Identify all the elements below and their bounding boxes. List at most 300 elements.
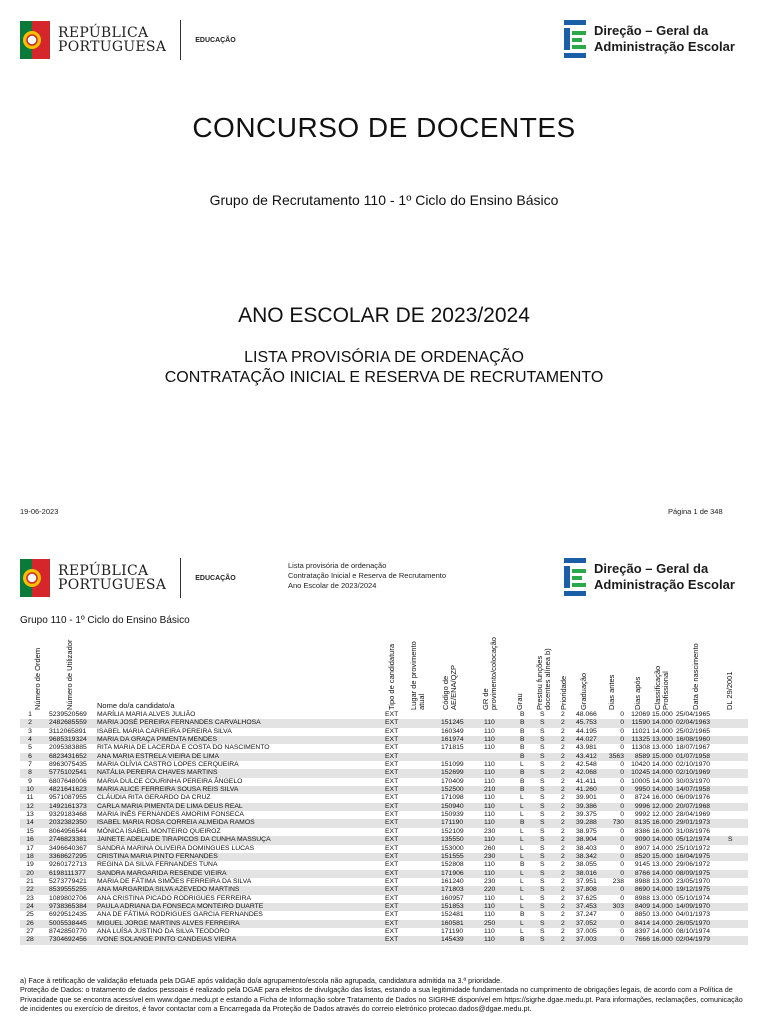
row-dias-antes: 0 (620, 911, 624, 919)
row-candidate-name: ISABEL MARIA CARREIRA PEREIRA SILVA (97, 727, 232, 735)
row-user-id: 5005538445 (49, 919, 87, 927)
table-group-title: Grupo 110 - 1º Ciclo do Ensino Básico (20, 615, 190, 626)
row-dias-antes: 0 (620, 811, 624, 819)
row-gr: 110 (484, 894, 495, 902)
table-row (20, 928, 748, 936)
row-gr: 110 (484, 869, 495, 877)
row-dias-antes: 730 (612, 819, 624, 827)
row-data-nascimento: 29/06/1972 (676, 861, 711, 869)
row-gr: 110 (484, 802, 495, 810)
educacao-label: EDUCAÇÃO (195, 574, 236, 582)
row-prestou: S (540, 777, 545, 785)
row-dias-apos: 8690 (634, 886, 650, 894)
row-candidate-name: MARIA DULCE COURINHA PEREIRA ÂNGELO (97, 777, 243, 785)
row-tipo: EXT (385, 936, 399, 944)
row-dias-apos: 8414 (634, 919, 650, 927)
row-prestou: S (540, 852, 545, 860)
table-row (20, 853, 748, 861)
row-graduacao: 38.975 (576, 827, 597, 835)
row-prioridade: 2 (561, 927, 565, 935)
row-number: 8 (28, 769, 32, 777)
row-codigo: 151555 (441, 852, 464, 860)
row-dias-antes: 0 (620, 777, 624, 785)
row-graduacao: 43.412 (576, 752, 597, 760)
row-data-nascimento: 05/10/1974 (676, 894, 711, 902)
row-dias-antes: 0 (620, 719, 624, 727)
republica-portuguesa-logo-p2 (20, 558, 236, 598)
dgae-line1: Direção – Geral da (594, 561, 709, 576)
row-codigo: 170409 (441, 777, 464, 785)
row-number: 26 (26, 919, 34, 927)
row-dias-antes: 0 (620, 711, 624, 718)
row-tipo: EXT (385, 794, 399, 802)
row-codigo: 152699 (441, 769, 464, 777)
row-gr: 110 (484, 811, 495, 819)
row-gr: 110 (484, 777, 495, 785)
row-codigo: 150940 (441, 802, 464, 810)
row-candidate-name: MARIA ALICE FERREIRA SOUSA REIS SILVA (97, 786, 239, 794)
row-codigo: 171803 (441, 886, 464, 894)
table-row (20, 819, 748, 827)
row-data-nascimento: 08/10/1974 (676, 927, 711, 935)
row-prioridade: 2 (561, 836, 565, 844)
row-candidate-name: ANA DE FÁTIMA RODRIGUES GARCIA FERNANDES (97, 911, 263, 919)
row-graduacao: 44.195 (576, 727, 597, 735)
row-tipo: EXT (385, 886, 399, 894)
row-prestou: S (540, 936, 545, 944)
row-dias-apos: 9992 (634, 811, 650, 819)
dgae-line2: Administração Escolar (594, 577, 735, 592)
row-classificacao: 14.000 (652, 761, 673, 769)
table-row (20, 744, 748, 752)
row-dias-apos: 9090 (634, 836, 650, 844)
row-dias-antes: 0 (620, 802, 624, 810)
row-codigo: 145439 (441, 936, 464, 944)
row-codigo: 161240 (441, 877, 464, 885)
row-dias-apos: 11308 (631, 744, 650, 752)
row-candidate-name: MIGUEL JORGE MARTINS ALVES FERREIRA (97, 919, 240, 927)
logo-divider (180, 20, 181, 60)
republica-portuguesa-logo (20, 20, 236, 60)
row-candidate-name: NATÁLIA PEREIRA CHAVES MARTINS (97, 769, 218, 777)
row-prioridade: 2 (561, 827, 565, 835)
row-data-nascimento: 16/04/1975 (676, 852, 711, 860)
group-title: Grupo de Recrutamento 110 - 1º Ciclo do Ensino Básico (209, 192, 559, 208)
row-tipo: EXT (385, 861, 399, 869)
row-tipo: EXT (385, 869, 399, 877)
row-dias-antes: 0 (620, 936, 624, 944)
row-prioridade: 2 (561, 761, 565, 769)
row-dias-antes: 238 (612, 877, 624, 885)
row-data-nascimento: 02/04/1963 (676, 719, 711, 727)
row-dl: S (728, 836, 733, 844)
row-dias-antes: 0 (620, 794, 624, 802)
row-classificacao: 14.000 (652, 902, 673, 910)
row-candidate-name: ANA MARIA ESTRELA VIEIRA DE LIMA (97, 752, 220, 760)
list-title (0, 348, 768, 388)
row-grau: L (520, 919, 524, 927)
dgae-mark-icon (564, 558, 586, 596)
table-row (20, 911, 748, 919)
row-tipo: EXT (385, 744, 399, 752)
row-grau: L (520, 844, 524, 852)
table-row (20, 895, 748, 903)
row-candidate-name: ANA LUÍSA JUSTINO DA SILVA TEODORO (97, 927, 230, 935)
row-prestou: S (540, 911, 545, 919)
row-classificacao: 14.000 (652, 769, 673, 777)
row-grau: B (520, 819, 525, 827)
row-prestou: S (540, 769, 545, 777)
row-classificacao: 15.000 (652, 752, 673, 760)
row-candidate-name: MARIA JOSÉ PEREIRA FERNANDES CARVALHOSA (97, 719, 261, 727)
row-graduacao: 37.453 (576, 902, 597, 910)
row-dias-antes: 0 (620, 727, 624, 735)
row-graduacao: 38.904 (576, 836, 597, 844)
row-prestou: S (540, 752, 545, 760)
row-gr: 110 (484, 927, 495, 935)
row-prioridade: 2 (561, 811, 565, 819)
row-data-nascimento: 02/04/1979 (676, 936, 711, 944)
row-dias-apos: 8589 (634, 752, 650, 760)
row-number: 3 (28, 727, 32, 735)
row-data-nascimento: 26/05/1970 (676, 919, 711, 927)
row-codigo: 152808 (441, 861, 464, 869)
row-codigo: 171906 (441, 869, 464, 877)
row-user-id: 9260172713 (49, 861, 87, 869)
row-candidate-name: MARÍLIA MARIA ALVES JULIÃO (97, 711, 196, 718)
row-gr: 110 (484, 819, 495, 827)
row-tipo: EXT (385, 819, 399, 827)
row-prestou: S (540, 711, 545, 718)
rp-line2: PORTUGUESA (58, 577, 167, 593)
row-classificacao: 16.000 (652, 819, 673, 827)
row-data-nascimento: 04/01/1973 (676, 911, 711, 919)
row-prioridade: 2 (561, 844, 565, 852)
table-row (20, 836, 748, 844)
row-tipo: EXT (385, 761, 399, 769)
row-classificacao: 15.000 (652, 711, 673, 718)
row-prioridade: 2 (561, 819, 565, 827)
row-dias-apos: 8724 (634, 794, 650, 802)
row-data-nascimento: 19/12/1975 (676, 886, 711, 894)
row-tipo: EXT (385, 877, 399, 885)
row-graduacao: 39.375 (576, 811, 597, 819)
row-grau: B (520, 736, 525, 744)
row-candidate-name: MARIA DA GRAÇA PIMENTA MENDES (97, 736, 217, 744)
row-dias-antes: 0 (620, 919, 624, 927)
row-grau: B (520, 861, 525, 869)
row-tipo: EXT (385, 911, 399, 919)
row-dias-apos: 8988 (634, 894, 650, 902)
dgae-logo (564, 20, 735, 58)
row-classificacao: 13.000 (652, 861, 673, 869)
table-row (20, 878, 748, 886)
row-candidate-name: SANDRA MARINA OLIVEIRA DOMINGUES LUCAS (97, 844, 255, 852)
row-number: 16 (26, 836, 34, 844)
row-number: 21 (26, 877, 34, 885)
row-data-nascimento: 30/03/1970 (676, 777, 711, 785)
dgae-line2: Administração Escolar (594, 39, 735, 54)
row-graduacao: 37.625 (576, 894, 597, 902)
row-dias-antes: 0 (620, 744, 624, 752)
row-tipo: EXT (385, 827, 399, 835)
row-user-id: 5239520569 (49, 711, 87, 718)
row-gr: 230 (484, 877, 496, 885)
row-prestou: S (540, 744, 545, 752)
row-user-id: 8742850770 (49, 927, 87, 935)
row-candidate-name: RITA MARIA DE LACERDA E COSTA DO NASCIMENTO (97, 744, 270, 752)
row-codigo: 171190 (441, 819, 464, 827)
row-prioridade: 2 (561, 852, 565, 860)
row-codigo: 151245 (441, 719, 464, 727)
row-tipo: EXT (385, 802, 399, 810)
row-gr: 210 (484, 786, 496, 794)
row-dias-antes: 0 (620, 836, 624, 844)
row-graduacao: 39.386 (576, 802, 597, 810)
row-user-id: 8539555255 (49, 886, 87, 894)
row-dias-antes: 0 (620, 844, 624, 852)
row-candidate-name: CLÁUDIA RITA GERARDO DA CRUZ (97, 794, 211, 802)
row-user-id: 6807648006 (49, 777, 87, 785)
row-data-nascimento: 25/02/1965 (676, 727, 711, 735)
table-row (20, 936, 748, 944)
row-number: 13 (26, 811, 34, 819)
row-grau: L (520, 927, 524, 935)
row-prestou: S (540, 761, 545, 769)
row-codigo: 152481 (441, 911, 464, 919)
table-row (20, 845, 748, 853)
row-data-nascimento: 16/08/1960 (676, 736, 711, 744)
table-row (20, 803, 748, 811)
row-graduacao: 38.403 (576, 844, 597, 852)
row-classificacao: 13.000 (652, 894, 673, 902)
row-graduacao: 38.016 (576, 869, 597, 877)
row-tipo: EXT (385, 736, 399, 744)
row-prestou: S (540, 827, 545, 835)
rp-line1: REPÚBLICA (58, 25, 149, 41)
row-dias-antes: 303 (612, 902, 624, 910)
row-codigo: 171815 (441, 744, 464, 752)
list-title-line1: LISTA PROVISÓRIA DE ORDENAÇÃO (244, 349, 524, 366)
table-row (20, 753, 748, 761)
row-data-nascimento: 18/07/1967 (676, 744, 711, 752)
row-graduacao: 37.808 (576, 886, 597, 894)
row-number: 12 (26, 802, 34, 810)
row-grau: B (520, 769, 525, 777)
row-codigo: 150939 (441, 811, 464, 819)
row-user-id: 9738365384 (49, 902, 87, 910)
row-dias-antes: 0 (620, 861, 624, 869)
footnotes (20, 976, 750, 1014)
row-user-id: 2095383885 (49, 744, 87, 752)
row-prestou: S (540, 727, 545, 735)
row-data-nascimento: 29/01/1973 (676, 819, 711, 827)
row-number: 19 (26, 861, 34, 869)
table-row (20, 828, 748, 836)
table-row (20, 861, 748, 869)
row-gr: 220 (484, 886, 496, 894)
coat-of-arms-icon (20, 21, 50, 59)
row-prioridade: 2 (561, 886, 565, 894)
row-dias-apos: 10005 (631, 777, 650, 785)
row-prioridade: 2 (561, 877, 565, 885)
row-dias-apos: 7666 (634, 936, 650, 944)
row-dias-apos: 10245 (631, 769, 650, 777)
row-data-nascimento: 25/10/1972 (676, 844, 711, 852)
row-graduacao: 41.411 (576, 777, 597, 785)
privacy-note: Proteção de Dados: o tratamento de dados pessoais é realizado pela DGAE para efeitos de divulgação das listas, estando a sua legitimidade fundamentada no cumprimento de obrigações legais, de acordo com a Política de Privacidade que se encontra acessível em www.dgae.medu.pt e estando a Ficha de Informação sobre Tratamento de Dados no SIGRHE disponível em https://sigrhe.dgae.medu.pt. Para informações, reclamações, comunicação de incidentes ou exercício de direitos, é favor contactar com a Encarregada da Proteção de Dados através do correio eletrónico protecao.dados@dgae.medu.pt. (20, 985, 743, 1014)
row-dias-apos: 8135 (634, 819, 650, 827)
row-dias-apos: 8988 (634, 877, 650, 885)
row-gr: 250 (484, 919, 496, 927)
main-title: CONCURSO DE DOCENTES (192, 112, 576, 143)
row-candidate-name: ANA CRISTINA PICADO RODRIGUES FERREIRA (97, 894, 252, 902)
row-prioridade: 2 (561, 869, 565, 877)
row-prestou: S (540, 877, 545, 885)
row-dias-apos: 8386 (634, 827, 650, 835)
row-grau: L (520, 811, 524, 819)
row-tipo: EXT (385, 902, 399, 910)
row-graduacao: 37.052 (576, 919, 597, 927)
row-classificacao: 14.000 (652, 719, 673, 727)
row-graduacao: 45.753 (576, 719, 597, 727)
row-dias-apos: 11590 (631, 719, 650, 727)
row-prestou: S (540, 902, 545, 910)
row-grau: L (520, 836, 524, 844)
row-classificacao: 16.000 (652, 827, 673, 835)
row-grau: L (520, 894, 524, 902)
row-prestou: S (540, 836, 545, 844)
row-dias-apos: 11021 (631, 727, 650, 735)
row-data-nascimento: 02/10/1970 (676, 761, 711, 769)
row-graduacao: 38.342 (576, 852, 597, 860)
row-prestou: S (540, 844, 545, 852)
row-prestou: S (540, 894, 545, 902)
row-graduacao: 48.066 (576, 711, 597, 718)
row-classificacao: 16.000 (652, 794, 673, 802)
row-dias-antes: 0 (620, 869, 624, 877)
row-codigo: 160957 (441, 894, 464, 902)
row-gr: 110 (484, 736, 495, 744)
row-data-nascimento: 08/09/1975 (676, 869, 711, 877)
row-gr: 110 (484, 794, 495, 802)
row-number: 10 (26, 786, 34, 794)
row-classificacao: 14.000 (652, 786, 673, 794)
row-user-id: 9571087955 (49, 794, 87, 802)
row-user-id: 2746823381 (49, 836, 87, 844)
row-number: 6 (28, 752, 32, 760)
row-grau: B (520, 744, 525, 752)
row-data-nascimento: 20/07/1968 (676, 802, 711, 810)
row-dias-apos: 8520 (634, 852, 650, 860)
row-dias-antes: 0 (620, 927, 624, 935)
row-data-nascimento: 14/07/1958 (676, 786, 711, 794)
row-candidate-name: MARIA DE FÁTIMA SIMÕES FERREIRA DA SILVA (97, 877, 252, 885)
row-grau: L (520, 802, 524, 810)
row-prestou: S (540, 869, 545, 877)
row-user-id: 1089802706 (49, 894, 87, 902)
row-data-nascimento: 01/07/1958 (676, 752, 711, 760)
row-data-nascimento: 25/04/1965 (676, 711, 711, 718)
row-number: 15 (26, 827, 34, 835)
candidates-table (20, 711, 748, 945)
table-row (20, 736, 748, 744)
row-tipo: EXT (385, 711, 399, 718)
row-codigo: 151099 (441, 761, 464, 769)
row-number: 4 (28, 736, 32, 744)
row-data-nascimento: 06/09/1976 (676, 794, 711, 802)
row-prioridade: 2 (561, 769, 565, 777)
table-row (20, 886, 748, 894)
row-classificacao: 14.000 (652, 919, 673, 927)
row-candidate-name: SANDRA MARGARIDA RESENDE VIEIRA (97, 869, 227, 877)
row-dias-apos: 8409 (634, 902, 650, 910)
row-prioridade: 2 (561, 727, 565, 735)
year-title: ANO ESCOLAR DE 2023/2024 (238, 304, 530, 327)
row-tipo: EXT (385, 752, 399, 760)
row-grau: B (520, 752, 525, 760)
row-prioridade: 2 (561, 911, 565, 919)
row-dias-apos: 8907 (634, 844, 650, 852)
rp-line2: PORTUGUESA (58, 39, 167, 55)
row-codigo: 151853 (441, 902, 464, 910)
row-dias-apos: 8397 (634, 927, 650, 935)
table-row (20, 778, 748, 786)
table-row (20, 769, 748, 777)
row-candidate-name: REGINA DA SILVA FERNANDES TUNA (97, 861, 218, 869)
page-number: Página 1 de 348 (668, 507, 723, 516)
row-data-nascimento: 14/09/1970 (676, 902, 711, 910)
row-number: 11 (26, 794, 34, 802)
row-dias-apos: 8850 (634, 911, 650, 919)
row-candidate-name: IVONE SOLANGE PINTO CANDEIAS VIEIRA (97, 936, 237, 944)
row-user-id: 9685319324 (49, 736, 87, 744)
table-row (20, 719, 748, 727)
row-codigo: 171098 (441, 794, 464, 802)
row-tipo: EXT (385, 769, 399, 777)
row-tipo: EXT (385, 719, 399, 727)
row-number: 20 (26, 869, 34, 877)
row-user-id: 9329183468 (49, 811, 87, 819)
coat-of-arms-icon (20, 559, 50, 597)
table-row (20, 811, 748, 819)
row-number: 14 (26, 819, 34, 827)
row-prioridade: 2 (561, 794, 565, 802)
row-gr: 110 (484, 719, 495, 727)
row-graduacao: 43.981 (576, 744, 597, 752)
row-user-id: 4821641623 (49, 786, 87, 794)
row-gr: 110 (484, 836, 495, 844)
row-prestou: S (540, 886, 545, 894)
row-candidate-name: MÓNICA ISABEL MONTEIRO QUEIROZ (97, 827, 221, 835)
row-prioridade: 2 (561, 919, 565, 927)
row-prioridade: 2 (561, 936, 565, 944)
row-graduacao: 37.005 (576, 927, 597, 935)
row-dias-apos: 9950 (634, 786, 650, 794)
row-dias-antes: 0 (620, 786, 624, 794)
row-classificacao: 14.000 (652, 836, 673, 844)
row-user-id: 2482685559 (49, 719, 87, 727)
row-grau: L (520, 869, 524, 877)
row-grau: L (520, 902, 524, 910)
row-gr: 230 (484, 852, 496, 860)
row-graduacao: 42.068 (576, 769, 597, 777)
row-gr: 110 (484, 902, 495, 910)
row-classificacao: 12.000 (652, 802, 673, 810)
row-user-id: 3112065891 (49, 727, 87, 735)
row-number: 22 (26, 886, 34, 894)
row-gr: 110 (484, 761, 495, 769)
